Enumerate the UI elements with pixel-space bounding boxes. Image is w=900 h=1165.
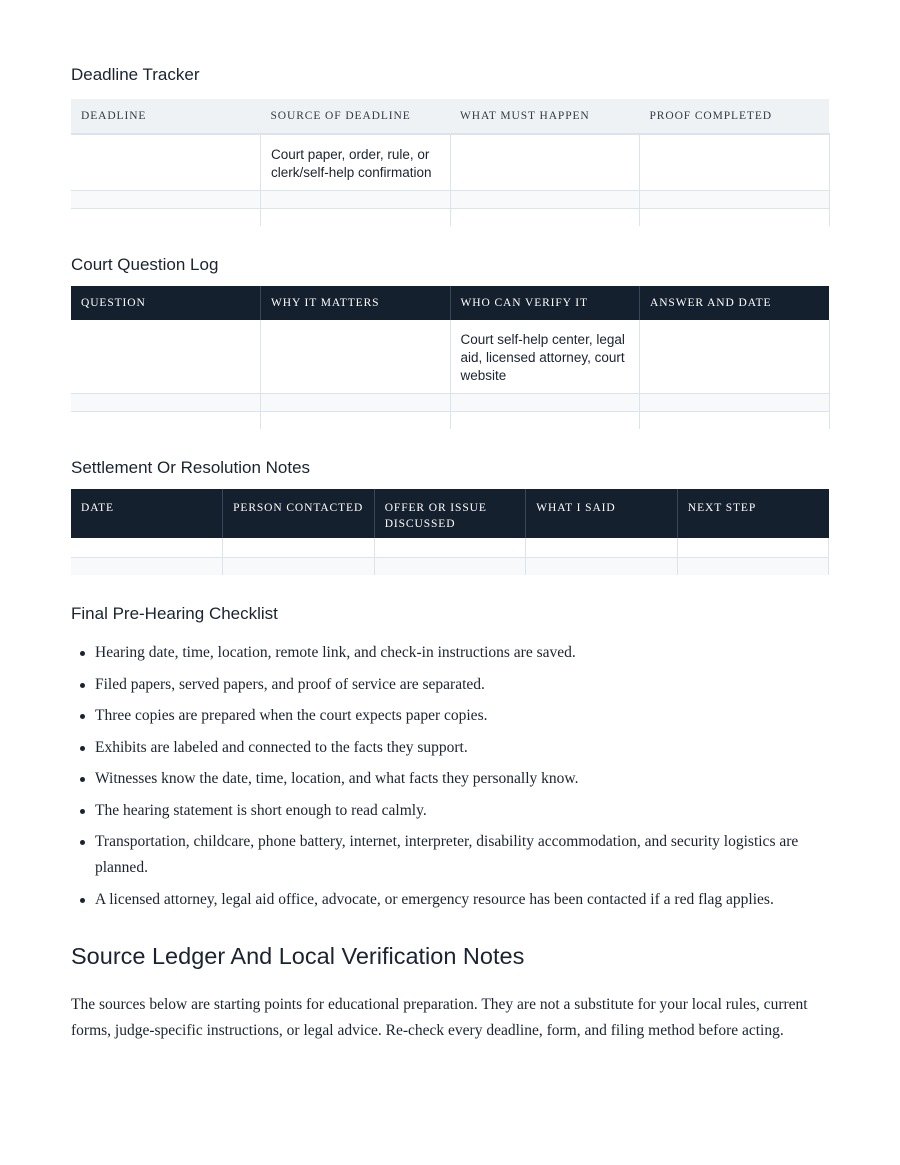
table-cell[interactable]: [640, 393, 830, 411]
table-row: [71, 538, 829, 557]
column-header-what-i-said: WHAT I SAID: [526, 489, 678, 538]
table-cell[interactable]: [450, 190, 640, 208]
table-cell[interactable]: [374, 557, 526, 575]
checklist-item-text: Transportation, childcare, phone battery, internet, interpreter, disability accommodation, and security logistics are planned.: [95, 833, 799, 876]
table-cell[interactable]: [261, 393, 451, 411]
table-cell[interactable]: [71, 320, 261, 393]
column-header-question: QUESTION: [71, 286, 261, 320]
checklist: [71, 640, 829, 918]
checklist-heading: Final Pre-Hearing Checklist: [71, 604, 278, 623]
checklist-item: [71, 735, 829, 761]
checklist-item-text: Hearing date, time, location, remote link, and check-in instructions are saved.: [95, 644, 576, 661]
source-ledger-heading: Source Ledger And Local Verification Notes: [71, 943, 525, 969]
table-row: [71, 411, 829, 429]
table-header-row: [71, 286, 829, 320]
table-cell[interactable]: [526, 557, 678, 575]
table-cell[interactable]: [526, 538, 678, 557]
checklist-item: [71, 798, 829, 824]
settlement-notes-heading: Settlement Or Resolution Notes: [71, 458, 311, 477]
bullet-icon: [80, 746, 85, 751]
table-cell[interactable]: [223, 538, 375, 557]
bullet-icon: [80, 683, 85, 688]
column-header-person-contacted: PERSON CONTACTED: [223, 489, 375, 538]
table-cell[interactable]: [71, 134, 261, 190]
checklist-item-text: Filed papers, served papers, and proof of service are separated.: [95, 675, 485, 693]
table-row: [71, 557, 829, 575]
table-cell[interactable]: [223, 557, 375, 575]
table-row: [71, 208, 829, 226]
table-cell[interactable]: [261, 411, 451, 429]
bullet-icon: [80, 898, 85, 903]
table-cell[interactable]: Court self-help center, legal aid, licensed attorney, court website: [450, 320, 640, 393]
table-cell[interactable]: [450, 393, 640, 411]
table-header-row: [71, 489, 829, 538]
checklist-item: [71, 672, 829, 698]
checklist-item: [71, 640, 829, 666]
table-cell[interactable]: Court paper, order, rule, or clerk/self-help confirmation: [261, 134, 451, 190]
table-row: [71, 190, 829, 208]
checklist-item-text: Three copies are prepared when the court expects paper copies.: [95, 707, 488, 724]
table-cell[interactable]: [261, 208, 451, 226]
column-header-answer-and-date: ANSWER AND DATE: [640, 286, 830, 320]
column-header-source-of-deadline: SOURCE OF DEADLINE: [261, 99, 451, 134]
checklist-item: [71, 887, 829, 913]
court-question-log-heading: Court Question Log: [71, 255, 219, 274]
column-header-proof-completed: PROOF COMPLETED: [640, 99, 830, 134]
table-cell[interactable]: [640, 208, 830, 226]
table-cell[interactable]: [640, 411, 830, 429]
table-cell[interactable]: [71, 208, 261, 226]
column-header-date: DATE: [71, 489, 223, 538]
checklist-item-text: Exhibits are labeled and connected to the facts they support.: [95, 738, 468, 756]
table-cell[interactable]: [261, 320, 451, 393]
bullet-icon: [80, 714, 85, 719]
bullet-icon: [80, 840, 85, 845]
table-row: [71, 320, 829, 393]
table-cell[interactable]: [261, 190, 451, 208]
settlement-notes-table: [71, 489, 829, 575]
table-cell[interactable]: [71, 411, 261, 429]
column-header-what-must-happen: WHAT MUST HAPPEN: [450, 99, 640, 134]
table-cell[interactable]: [71, 538, 223, 557]
court-question-log-table: [71, 286, 830, 429]
bullet-icon: [80, 777, 85, 782]
table-row: [71, 134, 829, 190]
column-header-who-can-verify-it: WHO CAN VERIFY IT: [450, 286, 640, 320]
checklist-item-text: Witnesses know the date, time, location, and what facts they personally know.: [95, 770, 579, 787]
source-ledger-paragraph: The sources below are starting points for educational preparation. They are not a substitute for your local rules, current forms, judge-specific instructions, or legal advice. Re-check every deadline, form, and filing method before acting.: [71, 996, 808, 1039]
column-header-deadline: DEADLINE: [71, 99, 261, 134]
table-cell[interactable]: [677, 538, 829, 557]
table-cell[interactable]: [640, 134, 830, 190]
table-cell[interactable]: [374, 538, 526, 557]
table-cell[interactable]: [71, 557, 223, 575]
table-cell[interactable]: [450, 208, 640, 226]
deadline-tracker-table: [71, 99, 830, 226]
checklist-item-text: A licensed attorney, legal aid office, advocate, or emergency resource has been contacted if a red flag applies.: [95, 890, 774, 908]
bullet-icon: [80, 809, 85, 814]
column-header-why-it-matters: WHY IT MATTERS: [261, 286, 451, 320]
bullet-icon: [80, 651, 85, 656]
checklist-item: [71, 829, 829, 881]
table-row: [71, 393, 829, 411]
table-cell[interactable]: [450, 411, 640, 429]
checklist-item: [71, 703, 829, 729]
checklist-item-text: The hearing statement is short enough to read calmly.: [95, 801, 427, 819]
checklist-item: [71, 766, 829, 792]
table-cell[interactable]: [71, 190, 261, 208]
deadline-tracker-heading: Deadline Tracker: [71, 65, 200, 84]
table-cell[interactable]: [677, 557, 829, 575]
table-cell[interactable]: [640, 190, 830, 208]
column-header-offer-or-issue-discussed: OFFER OR ISSUE DISCUSSED: [374, 489, 526, 538]
table-cell[interactable]: [640, 320, 830, 393]
table-header-row: [71, 99, 829, 134]
column-header-next-step: NEXT STEP: [677, 489, 829, 538]
table-cell[interactable]: [450, 134, 640, 190]
table-cell[interactable]: [71, 393, 261, 411]
